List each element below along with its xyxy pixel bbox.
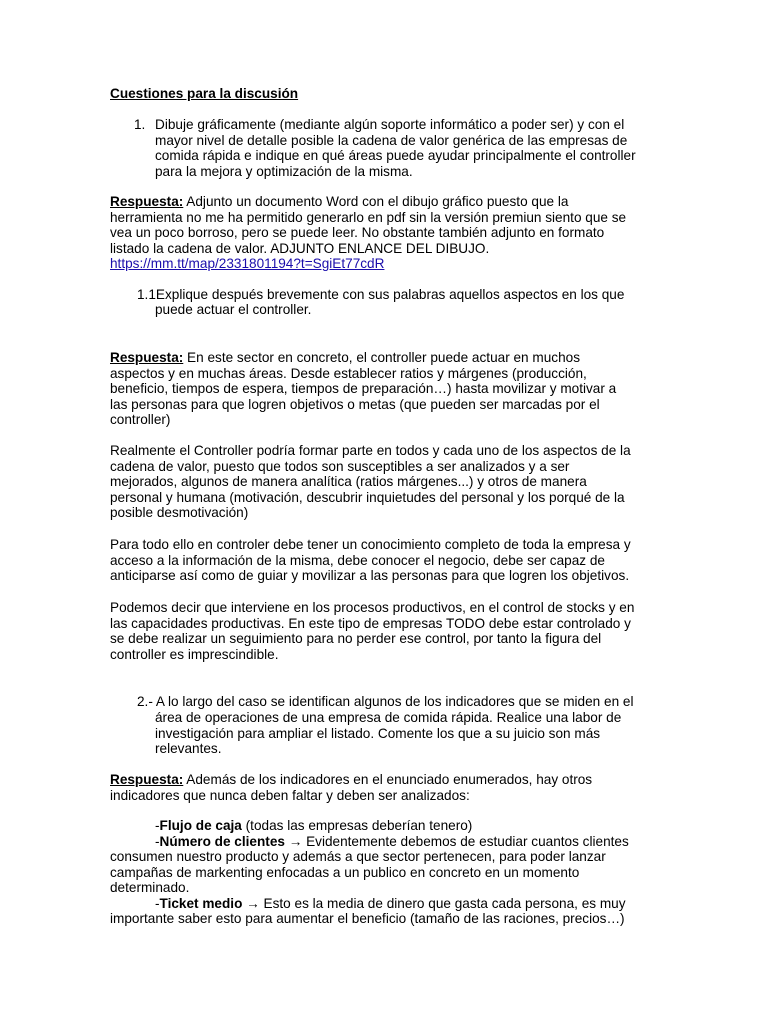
paragraph-line: mejorados, algunos de manera analítica (ratios márgenes...) y otros de manera: [110, 474, 587, 489]
answer-1-line: vea un poco borroso, pero se puede leer. No obstante también adjunto en formato: [110, 225, 605, 240]
paragraph-line: cadena de valor, puesto que todos son susceptibles a ser analizados y a ser: [110, 458, 570, 474]
paragraph-line: personal y humana (motivación, descubrir inquietudes del personal y los porqué de la: [110, 489, 625, 505]
bullet-dash: -: [155, 895, 160, 911]
question-1-number: 1.: [134, 117, 146, 132]
paragraph-controller-knowledge: [110, 537, 660, 584]
question-1-text: [155, 117, 636, 179]
heading-text: Cuestiones para la discusión: [110, 86, 299, 101]
indicator-ticket-medio: [110, 896, 660, 912]
answer-1-1-line: aspectos y en muchas áreas. Desde establecer ratios y márgenes (producción,: [110, 365, 587, 381]
answer-1: [110, 194, 660, 272]
diagram-link[interactable]: https://mm.tt/map/2331801194?t=SgiEt77cdR: [110, 256, 385, 271]
indicator-title: Número de clientes: [159, 833, 285, 849]
indicator-description-line: importante saber esto para aumentar el beneficio (tamaño de las raciones, precios…): [110, 911, 625, 926]
answer-1-line: herramienta no me ha permitido generarlo en pdf sin la versión premiun siento que se: [110, 209, 627, 225]
answer-1-text: Adjunto un documento Word con el dibujo gráfico puesto que la: [183, 194, 569, 209]
paragraph-line: controller es imprescindible.: [110, 646, 279, 662]
indicator-description-line: campañas de markenting enfocadas a un publico en concreto en un momento: [110, 864, 580, 880]
answer-1-1-line: controller): [110, 412, 171, 427]
indicator-description: → Esto es la media de dinero que gasta cada persona, es muy: [242, 895, 626, 911]
answer-1-1-line: las personas para que logren objetivos o metas (que pueden ser marcadas por el: [110, 396, 600, 412]
paragraph-line: se debe realizar un seguimiento para no perder ese control, por tanto la figura del: [110, 631, 602, 646]
answer-2-text: Además de los indicadores en el enunciado enumerados, hay otros: [183, 772, 593, 787]
paragraph-productive-processes: [110, 600, 660, 662]
indicator-flujo-de-caja: [110, 818, 660, 834]
bullet-dash: -: [155, 833, 160, 849]
question-2-first-line: 2.- A lo largo del caso se identifican algunos de los indicadores que se miden en el: [137, 694, 634, 709]
answer-label: Respuesta:: [110, 194, 184, 209]
indicator-description-line: consumen nuestro producto y además a que sector pertenecen, para poder lanzar: [110, 849, 606, 864]
answer-1-1-text: En este sector en concreto, el controller puede actuar en muchos: [183, 350, 580, 365]
question-2-line: relevantes.: [155, 741, 222, 756]
indicator-title: Ticket medio: [159, 895, 243, 911]
question-1-1-first-line: 1.1Explique después brevemente con sus palabras aquellos aspectos en los que: [137, 287, 625, 302]
paragraph-line: Podemos decir que interviene en los procesos productivos, en el control de stocks y en: [110, 600, 635, 615]
paragraph-controller-role: [110, 443, 660, 521]
paragraph-line: Para todo ello en controler debe tener un conocimiento completo de toda la empresa y: [110, 537, 631, 552]
answer-1-1: [110, 350, 660, 428]
paragraph-line: Realmente el Controller podría formar parte en todos y cada uno de los aspectos de la: [110, 443, 631, 458]
indicator-description: → Evidentemente debemos de estudiar cuantos clientes: [284, 833, 629, 849]
question-2-text: [155, 710, 621, 757]
answer-1-1-first-line: [110, 350, 660, 366]
indicator-description-line: determinado.: [110, 880, 190, 895]
indicator-title: Flujo de caja: [159, 818, 242, 833]
question-1-line: para la mejora y optimización de la misma.: [155, 163, 413, 179]
answer-label: Respuesta:: [110, 772, 184, 787]
answer-1-first-line: [110, 194, 660, 210]
paragraph-line: posible desmotivación): [110, 505, 249, 520]
paragraph-line: anticiparse así como de guiar y movilizar a las personas para que logren los objetivos.: [110, 568, 630, 583]
question-1-line: comida rápida e indique en qué áreas puede ayudar principalmente el controller: [155, 148, 636, 163]
answer-1-line: listado la cadena de valor. ADJUNTO ENLANCE DEL DIBUJO.: [110, 240, 490, 256]
answer-2: [110, 772, 660, 803]
paragraph-line: acceso a la información de la misma, debe conocer el negocio, debe ser capaz de: [110, 552, 605, 568]
question-1-1-second-line: puede actuar el controller.: [155, 302, 312, 317]
answer-2-line: indicadores que nunca deben faltar y deben ser analizados:: [110, 787, 470, 803]
answer-label: Respuesta:: [110, 350, 184, 365]
question-2-line: investigación para ampliar el listado. Comente los que a su juicio son más: [155, 725, 601, 741]
bullet-dash: -: [155, 818, 160, 833]
indicator-numero-de-clientes: [110, 834, 660, 850]
question-2-line: área de operaciones de una empresa de comida rápida. Realice una labor de: [155, 710, 622, 725]
paragraph-line: las capacidades productivas. En este tipo de empresas TODO debe estar controlado y: [110, 615, 631, 631]
indicator-list: [110, 818, 660, 927]
answer-2-first-line: [110, 772, 660, 788]
question-1-line: mayor nivel de detalle posible la cadena de valor genérica de las empresas de: [155, 132, 628, 148]
answer-1-1-line: beneficio, tiempos de espera, tiempos de preparación…) hasta movilizar y motivar a: [110, 381, 617, 396]
question-1-line: Dibuje gráficamente (mediante algún soporte informático a poder ser) y con el: [155, 117, 625, 132]
section-heading: [110, 86, 660, 102]
indicator-description: (todas las empresas deberían tenero): [241, 818, 473, 833]
